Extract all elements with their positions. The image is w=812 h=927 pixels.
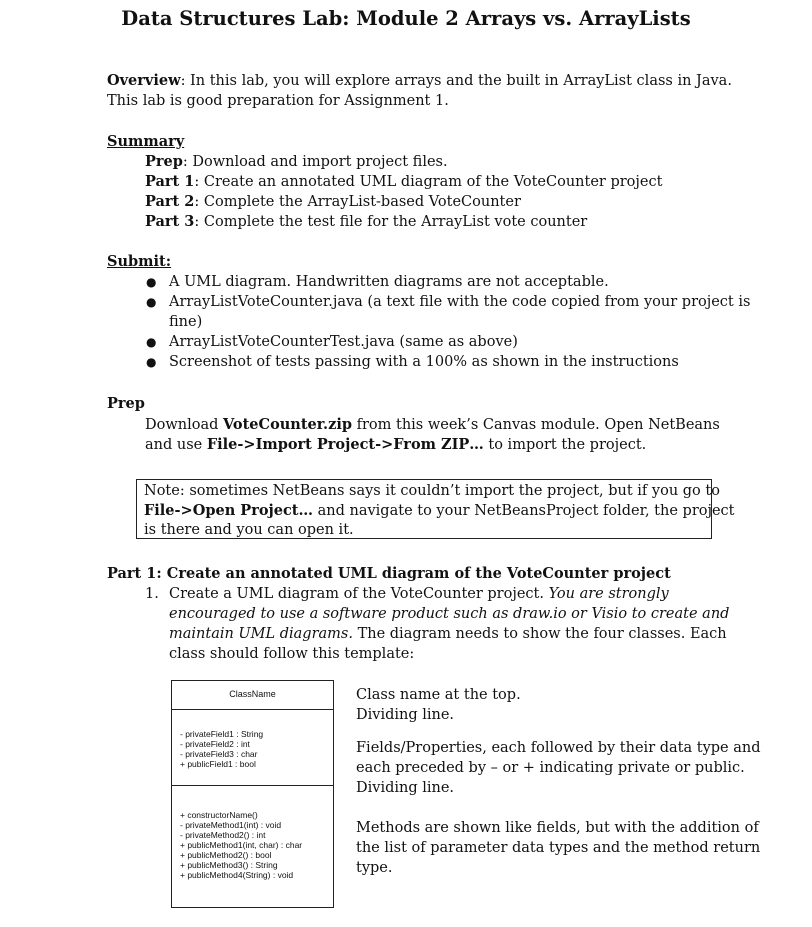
uml-method: - privateMethod2() : int [180,830,266,840]
uml-class-template [171,680,334,908]
note-menu-path: File->Open Project… [144,502,314,519]
summary-item-label: Part 2 [145,193,195,210]
uml-divider [172,709,333,710]
prep-line-2 [145,435,646,455]
uml-field: - privateField1 : String [180,729,264,739]
summary-item [145,172,662,192]
summary-item-text: : Complete the ArrayList-based VoteCounter [194,194,521,210]
summary-item-label: Part 3 [145,213,195,230]
annotation-line: type. [356,860,393,876]
bullet-icon: ● [146,335,157,349]
submit-item-continued: fine) [169,314,203,330]
summary-heading: Summary [107,133,185,150]
uml-field: + publicField1 : bool [180,759,256,769]
uml-divider [172,785,333,786]
prep-text: and use [145,437,207,453]
uml-field: - privateField2 : int [180,739,250,749]
uml-method: + publicMethod2() : bool [180,850,272,860]
note-line-1: Note: sometimes NetBeans says it couldn’t import the project, but if you go to [144,483,720,499]
part1-text: The diagram needs to show the four classes. Each [352,626,727,642]
uml-method: + publicMethod3() : String [180,860,278,870]
summary-item-text: : Create an annotated UML diagram of the VoteCounter project [194,174,663,190]
overview-line-1 [107,71,732,91]
summary-item-text: : Download and import project files. [182,154,448,170]
prep-menu-path: File->Import Project->From ZIP… [206,436,484,453]
submit-item: Screenshot of tests passing with a 100% as shown in the instructions [169,354,679,370]
list-number: 1. [145,586,159,602]
annotation-line: the list of parameter data types and the method return [356,840,761,856]
summary-item-label: Prep [145,153,183,170]
prep-heading: Prep [107,395,145,412]
summary-item [145,212,587,232]
overview-text: : In this lab, you will explore arrays and the built in ArrayList class in Java. [180,73,732,89]
uml-method: + publicMethod4(String) : void [180,870,294,880]
annotation-line: Class name at the top. [356,687,521,703]
part1-italic-text: maintain UML diagrams. [169,626,353,642]
uml-method: + publicMethod1(int, char) : char [180,840,303,850]
prep-text: Download [145,417,224,433]
uml-method: + constructorName() [180,810,258,820]
annotation-line: Dividing line. [356,707,455,723]
note-line-3: is there and you can open it. [144,522,354,538]
overview-label: Overview [107,72,181,89]
summary-item [145,192,521,212]
annotation-line: each preceded by – or + indicating private or public. [356,760,745,776]
note-line-2 [144,501,735,521]
page-title: Data Structures Lab: Module 2 Arrays vs. ArrayLists [121,7,691,30]
part1-text: Create a UML diagram of the VoteCounter project. [169,586,549,602]
prep-text: from this week’s Canvas module. Open NetBeans [352,417,720,433]
bullet-icon: ● [146,295,157,309]
part1-line-4: class should follow this template: [169,646,415,662]
overview-line-2: This lab is good preparation for Assignment 1. [107,93,449,109]
submit-item: A UML diagram. Handwritten diagrams are not acceptable. [169,274,609,290]
uml-class-name: ClassName [229,689,276,699]
uml-method: - privateMethod1(int) : void [180,820,282,830]
part1-line-3 [169,624,727,644]
uml-field: - privateField3 : char [180,749,258,759]
annotation-line: Methods are shown like fields, but with the addition of [356,820,759,836]
part1-line-2: encouraged to use a software product such as draw.io or Visio to create and [169,606,730,622]
submit-item: ArrayListVoteCounterTest.java (same as above) [169,334,518,350]
annotation-line: Dividing line. [356,780,455,796]
submit-item: ArrayListVoteCounter.java (a text file with the code copied from your project is [169,294,751,310]
bullet-icon: ● [146,355,157,369]
annotation-line: Fields/Properties, each followed by their data type and [356,740,761,756]
part1-heading: Part 1: Create an annotated UML diagram of the VoteCounter project [107,565,671,582]
note-text: and navigate to your NetBeansProject folder, the project [313,503,735,519]
prep-line-1 [145,415,720,435]
summary-item [145,152,448,172]
summary-item-text: : Complete the test file for the ArrayList vote counter [194,214,588,230]
prep-filename: VoteCounter.zip [223,416,352,433]
part1-line-1 [169,584,669,604]
part1-italic-text: You are strongly [548,586,669,602]
prep-text: to import the project. [483,437,647,453]
summary-item-label: Part 1 [145,173,195,190]
submit-heading: Submit: [107,253,172,270]
bullet-icon: ● [146,275,157,289]
